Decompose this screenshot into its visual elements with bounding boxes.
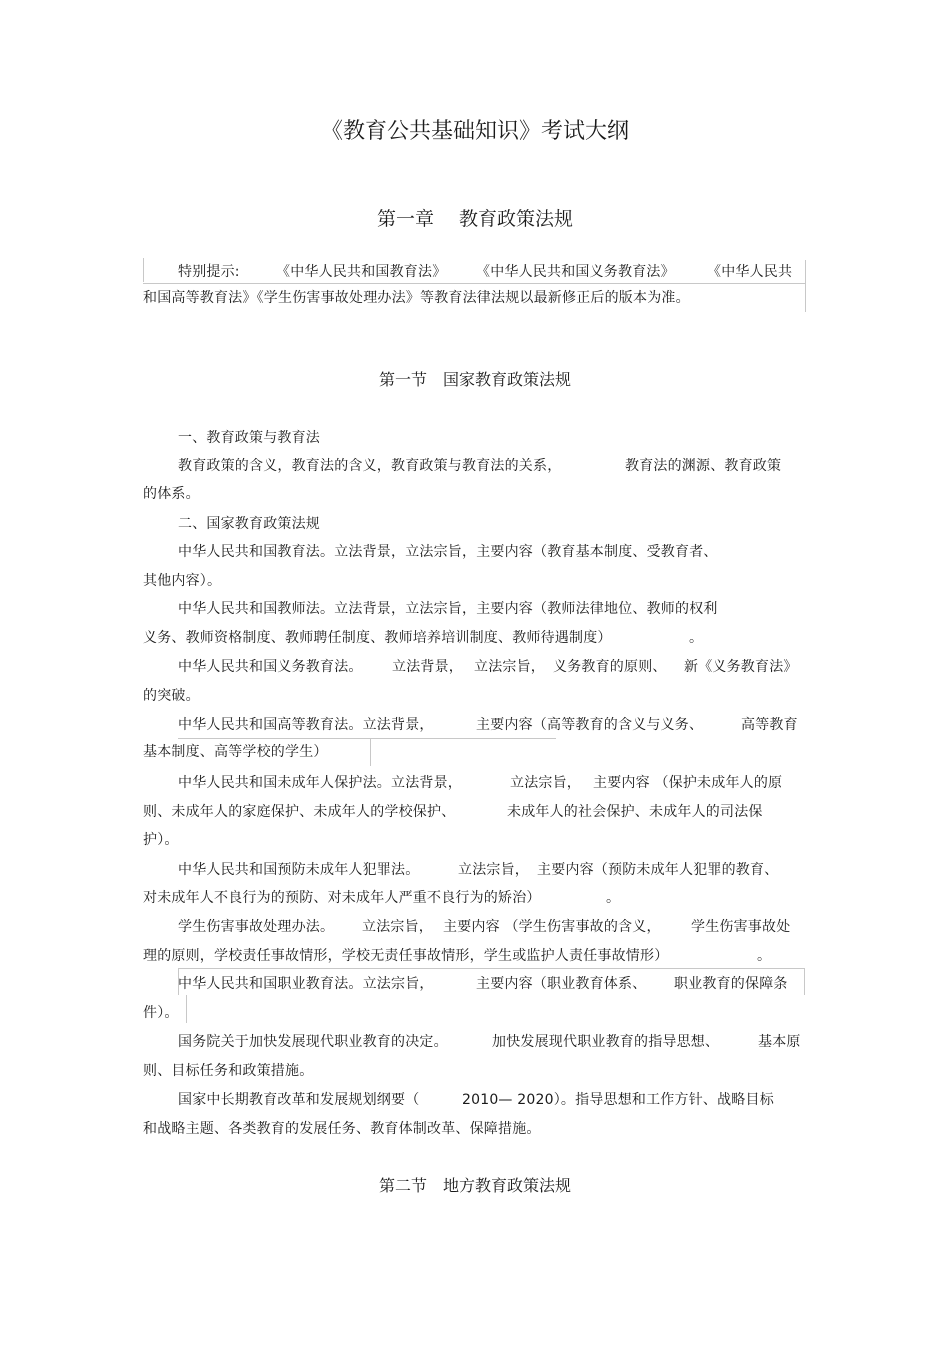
notice-law-3: 《中华人民共 [707,264,793,280]
para-9-line-1-a: 中华人民共和国职业教育法。立法宗旨， [178,976,434,992]
notice-frame-left [143,258,144,282]
para-9-frame-right [804,968,805,995]
page-title: 《教育公共基础知识》考试大纲 [320,119,629,144]
para-7-line-1-b: 立法宗旨， [458,862,529,878]
para-7-end: 。 [606,890,621,906]
para-1-line-2: 的体系。 [143,486,200,502]
notice-frame-right [805,260,806,312]
para-5-line-1-b: 主要内容（高等教育的含义与义务、 [476,717,704,733]
notice-line-2: 和国高等教育法》《学生伤害事故处理办法》等教育法律法规以最新修正后的版本为准。 [143,290,690,306]
para-4-line-1-a: 中华人民共和国义务教育法。 [178,659,363,675]
notice-law-1: 《中华人民共和国教育法》 [276,264,447,280]
notice-frame-mid [143,283,805,284]
para-1-line-1b: 教育法的渊源、教育政策 [625,458,782,474]
para-3-line-2: 义务、教师资格制度、教师聘任制度、教师培养培训制度、教师待遇制度） [143,630,612,646]
para-8-line-2: 理的原则，学校责任事故情形，学校无责任事故情形，学生或监护人责任事故情形） [143,948,669,964]
section-1-heading: 第一节 国家教育政策法规 [378,370,571,389]
para-10-line-1-b: 加快发展现代职业教育的指导思想、 [492,1034,720,1050]
para-1-line-1a: 教育政策的含义，教育法的含义，教育政策与教育法的关系， [178,458,562,474]
section-2-heading: 第二节 地方教育政策法规 [378,1176,571,1195]
notice-law-2: 《中华人民共和国义务教育法》 [476,264,675,280]
heading-1: 一、教育政策与教育法 [178,430,320,446]
para-5-line-1-a: 中华人民共和国高等教育法。立法背景， [178,717,434,733]
para-6-line-2-a: 则、未成年人的家庭保护、未成年人的学校保护、 [143,804,456,820]
para-6-line-1-a: 中华人民共和国未成年人保护法。立法背景， [178,775,462,791]
para-2-line-2: 其他内容）。 [143,573,222,589]
para-9-line-1-b: 主要内容（职业教育体系、 [476,976,647,992]
para-2-line-1: 中华人民共和国教育法。立法背景，立法宗旨，主要内容（教育基本制度、受教育者、 [178,544,718,560]
para-4-line-1-c: 立法宗旨， [474,659,545,675]
heading-2: 二、国家教育政策法规 [178,516,320,532]
para-8-line-1-b: 立法宗旨， [362,919,433,935]
para-5-line-2: 基本制度、高等学校的学生） [143,744,328,760]
para-5-frame-top [178,738,556,739]
para-6-line-1-b: 立法宗旨， [510,775,581,791]
para-4-line-1-b: 立法背景， [392,659,463,675]
para-8-line-1-d: 学生伤害事故处 [691,919,791,935]
para-9-frame-top [178,968,804,969]
para-11-line-1-a: 国家中长期教育改革和发展规划纲要（ [178,1092,420,1108]
para-5-frame-left [370,738,371,766]
para-10-line-1-a: 国务院关于加快发展现代职业教育的决定。 [178,1034,448,1050]
para-8-end: 。 [757,948,772,964]
para-5-line-1-c: 高等教育 [741,717,798,733]
para-6-line-3: 护）。 [143,832,179,848]
para-10-line-2: 则、目标任务和政策措施。 [143,1063,314,1079]
para-9-line-2: 件）。 [143,1005,179,1021]
para-6-line-2-b: 未成年人的社会保护、未成年人的司法保 [507,804,763,820]
para-7-line-1-a: 中华人民共和国预防未成年人犯罪法。 [178,862,420,878]
para-8-line-1-c: 主要内容 （学生伤害事故的含义， [443,919,661,935]
para-6-line-1-c: 主要内容 （保护未成年人的原 [593,775,783,791]
para-9-frame-notch [186,995,187,1023]
notice-label: 特别提示: [178,264,240,280]
para-3-line-1: 中华人民共和国教师法。立法背景，立法宗旨，主要内容（教师法律地位、教师的权利 [178,601,718,617]
para-10-line-1-c: 基本原 [758,1034,801,1050]
para-11-line-1-b: 2010— 2020）。指导思想和工作方针、战略目标 [462,1092,774,1108]
chapter-heading: 第一章 教育政策法规 [376,208,574,230]
para-5-close-bracket [352,742,357,762]
para-4-line-1-d: 义务教育的原则、 [553,659,667,675]
para-7-line-2: 对未成年人不良行为的预防、对未成年人严重不良行为的矫治） [143,890,541,906]
para-9-line-1-c: 职业教育的保障条 [674,976,788,992]
para-8-line-1-a: 学生伤害事故处理办法。 [178,919,335,935]
para-3-end: 。 [689,630,704,646]
para-4-line-2: 的突破。 [143,688,200,704]
para-11-line-2: 和战略主题、各类教育的发展任务、教育体制改革、保障措施。 [143,1121,541,1137]
para-4-line-1-e: 新《义务教育法》 [684,659,798,675]
para-7-line-1-c: 主要内容（预防未成年人犯罪的教育、 [537,862,779,878]
